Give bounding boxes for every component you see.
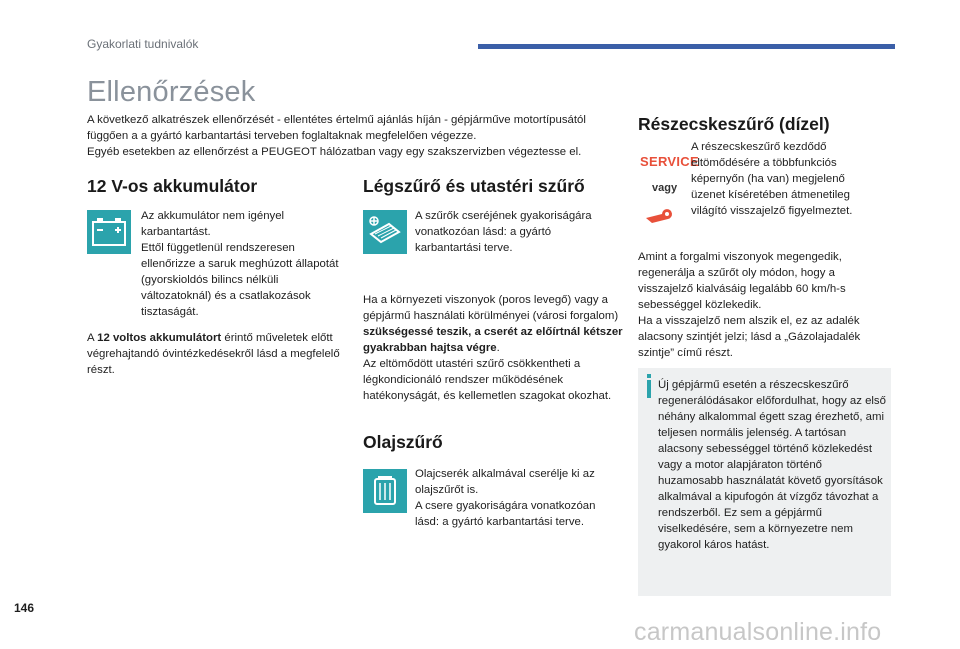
- particle-filter-text-1: A részecskeszűrő kezdődő eltömődésére a többfunkciós képernyőn (ha van) megjelenő üzenet kíséretében átmenetileg világító visszajelző figyelmeztet.: [691, 141, 853, 217]
- battery-text-1: Az akkumulátor nem igényel karbantartást.: [141, 210, 285, 238]
- battery-note-prefix: A: [87, 332, 98, 344]
- air-filter-heading: Légszűrő és utastéri szűrő: [363, 176, 585, 196]
- oil-filter-icon: [363, 469, 407, 513]
- intro-line-2: Egyéb esetekben az ellenőrzést a PEUGEOT hálózatban vagy egy szakszervizben végeztesse el.: [87, 146, 582, 158]
- info-icon-dot: [647, 374, 651, 378]
- page-number: 146: [14, 601, 35, 615]
- particle-filter-text-2: Amint a forgalmi viszonyok megengedik, regenerálja a szűrőt oly módon, hogy a visszajelző kialvásáig legalább 60 km/h-s sebességgel közlekedik.: [638, 251, 846, 311]
- or-label: vagy: [652, 182, 678, 194]
- header-bar: [478, 44, 895, 49]
- air-filter-details: [363, 292, 623, 404]
- battery-note-bold: 12 voltos akkumulátort: [97, 332, 222, 344]
- battery-note: [87, 330, 345, 378]
- oil-filter-text-1: Olajcserék alkalmával cserélje ki az olajszűrőt is.: [415, 468, 595, 496]
- intro-line-1: A következő alkatrészek ellenőrzését - ellentétes értelmű ajánlás híján - gépjárműve motortípusától függően a a gyártó karbantartási terveben foglaltaknak megfelelően végezze.: [87, 114, 586, 142]
- particle-filter-text-3: Ha a visszajelző nem alszik el, ez az adalék alacsony szintjét jelzi; lásd a „Gázolajadalék szintje” című részt.: [638, 315, 861, 359]
- air-filter-text-2-prefix: Ha a környezeti viszonyok (poros levegő) vagy a gépjármű használati körülményei (városi forgalom): [363, 294, 619, 322]
- info-icon: [647, 380, 651, 398]
- service-warning-logo: SERVICE: [640, 154, 699, 169]
- page-title: Ellenőrzések: [87, 76, 256, 108]
- intro-text: [87, 112, 627, 160]
- oil-filter-heading: Olajszűrő: [363, 432, 443, 452]
- air-filter-text-2-suffix: .: [496, 342, 500, 354]
- battery-note-suffix: érintő műveletek előtt végrehajtandó óvintézkedésekről lásd a megfelelő részt.: [87, 332, 340, 376]
- particle-filter-details: [638, 249, 893, 361]
- battery-heading: 12 V-os akkumulátor: [87, 176, 258, 196]
- air-filter-text-1: A szűrők cseréjének gyakoriságára vonatkozóan lásd: a gyártó karbantartási terve.: [415, 210, 592, 254]
- wrench-icon: [644, 208, 674, 229]
- air-filter-icon: [363, 210, 407, 254]
- air-filter-text-3: Az eltömődött utastéri szűrő csökkentheti a légkondicionáló rendszer működésének hatékonyságát, és kellemetlen szagokat okozhat.: [363, 358, 612, 402]
- oil-filter-text: [415, 466, 620, 530]
- battery-text: [141, 208, 346, 320]
- battery-text-2: Ettől függetlenül rendszeresen ellenőrizze a saruk meghúzott állapotát (gyorskioldós bilincs nélküli változatoknál) és a csatlakozások tisztaságát.: [141, 242, 339, 318]
- info-text: Új gépjármű esetén a részecskeszűrő regenerálódásakor előfordulhat, hogy az első néhány alkalommal égett szag érezhető, ami teljesen normális jelenség. A tartósan alacsony sebességgel történő közlekedést vagy a motor alapjáraton történő huzamosabb használatát követő gyorsítások alkalmával a kipufogón át vízgőz távozhat a rendszerből. Ez sem a gépjármű viselkedésére, sem a környezetre nem gyakorol káros hatást.: [658, 379, 886, 551]
- section-label: Gyakorlati tudnivalók: [87, 37, 199, 51]
- battery-icon: [87, 210, 131, 254]
- air-filter-text-2-bold: szükségessé teszik, a cserét az előírtnál kétszer gyakrabban hajtsa végre: [363, 326, 623, 354]
- watermark: carmanualsonline.info: [634, 618, 882, 646]
- oil-filter-text-2: A csere gyakoriságára vonatkozóan lásd: a gyártó karbantartási terve.: [415, 500, 596, 528]
- particle-filter-heading: Részecskeszűrő (dízel): [638, 114, 830, 134]
